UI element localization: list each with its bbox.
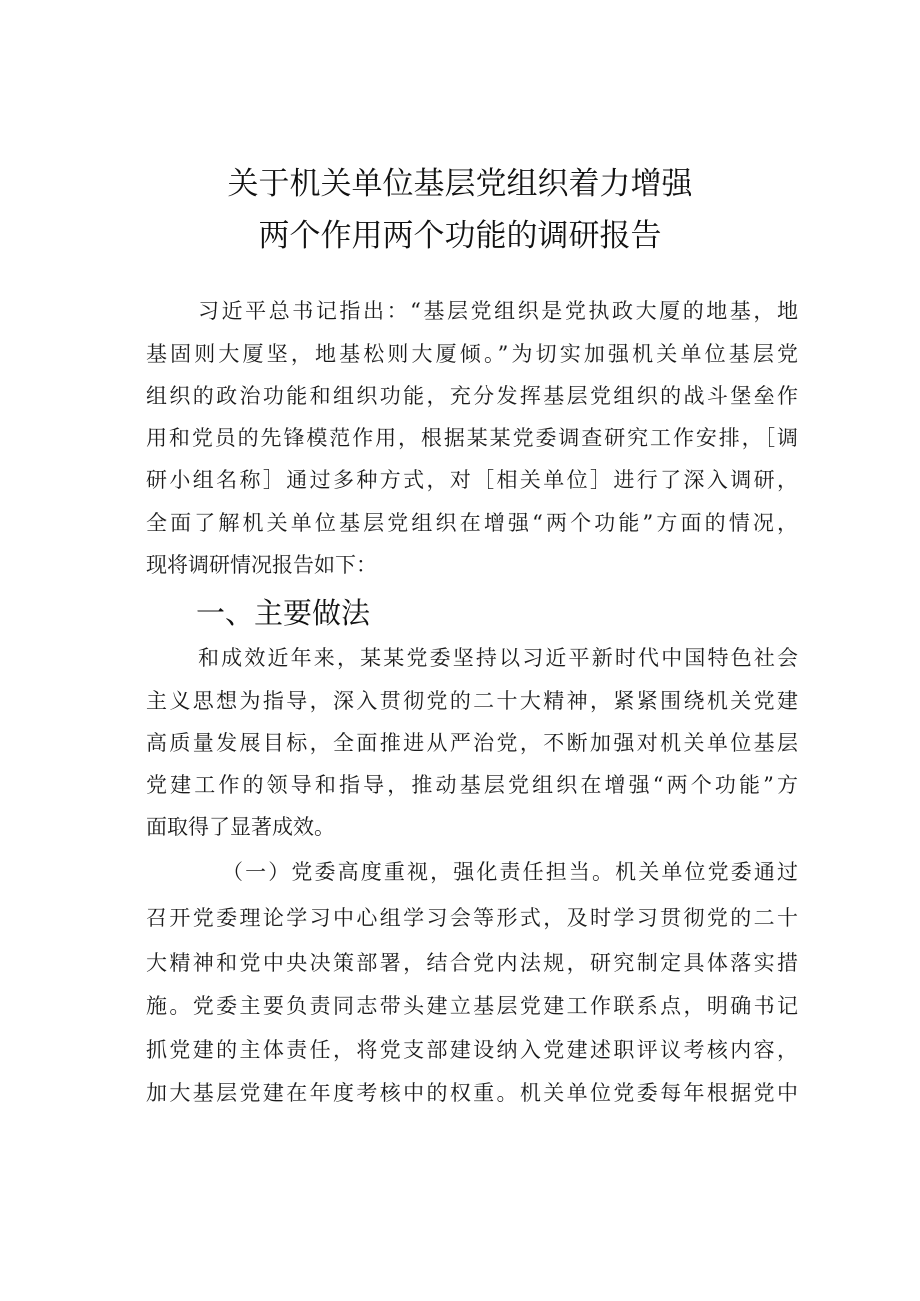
document-title-line-2: 两个作用两个功能的调研报告	[258, 218, 662, 254]
paragraph-line: 面取得了显著成效。	[146, 815, 335, 839]
paragraph-line: 召开党委理论学习中心组学习会等形式，及时学习贯彻党的二十	[146, 906, 798, 930]
paragraph-line: 现将调研情况报告如下：	[146, 553, 377, 577]
paragraph-line: 习近平总书记指出：“基层党组织是党执政大厦的地基，地	[198, 299, 798, 323]
paragraph-line: 基固则大厦坚，地基松则大厦倾。”为切实加强机关单位基层党	[146, 342, 798, 366]
paragraph-line: 和成效近年来，某某党委坚持以习近平新时代中国特色社会	[198, 646, 798, 670]
paragraph-line: （一）党委高度重视，强化责任担当。机关单位党委通过	[222, 860, 798, 884]
paragraph-line: 大精神和党中央决策部署，结合党内法规，研究制定具体落实措	[146, 951, 798, 975]
paragraph-line: 研小组名称］通过多种方式，对［相关单位］进行了深入调研，	[146, 468, 798, 492]
paragraph-line: 施。党委主要负责同志带头建立基层党建工作联系点，明确书记	[146, 994, 798, 1018]
paragraph-line: 党建工作的领导和指导，推动基层党组织在增强“两个功能”方	[146, 773, 798, 797]
paragraph-line: 加大基层党建在年度考核中的权重。机关单位党委每年根据党中	[146, 1081, 798, 1105]
paragraph-line: 抓党建的主体责任，将党支部建设纳入党建述职评议考核内容，	[146, 1038, 798, 1062]
section-heading: 一、主要做法	[196, 596, 371, 630]
paragraph-line: 主义思想为指导，深入贯彻党的二十大精神，紧紧围绕机关党建	[146, 689, 798, 713]
paragraph-line: 用和党员的先锋模范作用，根据某某党委调查研究工作安排，［调	[146, 426, 798, 450]
paragraph-line: 高质量发展目标，全面推进从严治党，不断加强对机关单位基层	[146, 731, 798, 755]
document-title-line-1: 关于机关单位基层党组织着力增强	[227, 166, 693, 202]
paragraph-line: 组织的政治功能和组织功能，充分发挥基层党组织的战斗堡垒作	[146, 384, 798, 408]
paragraph-line: 全面了解机关单位基层党组织在增强“两个功能”方面的情况，	[146, 511, 798, 535]
